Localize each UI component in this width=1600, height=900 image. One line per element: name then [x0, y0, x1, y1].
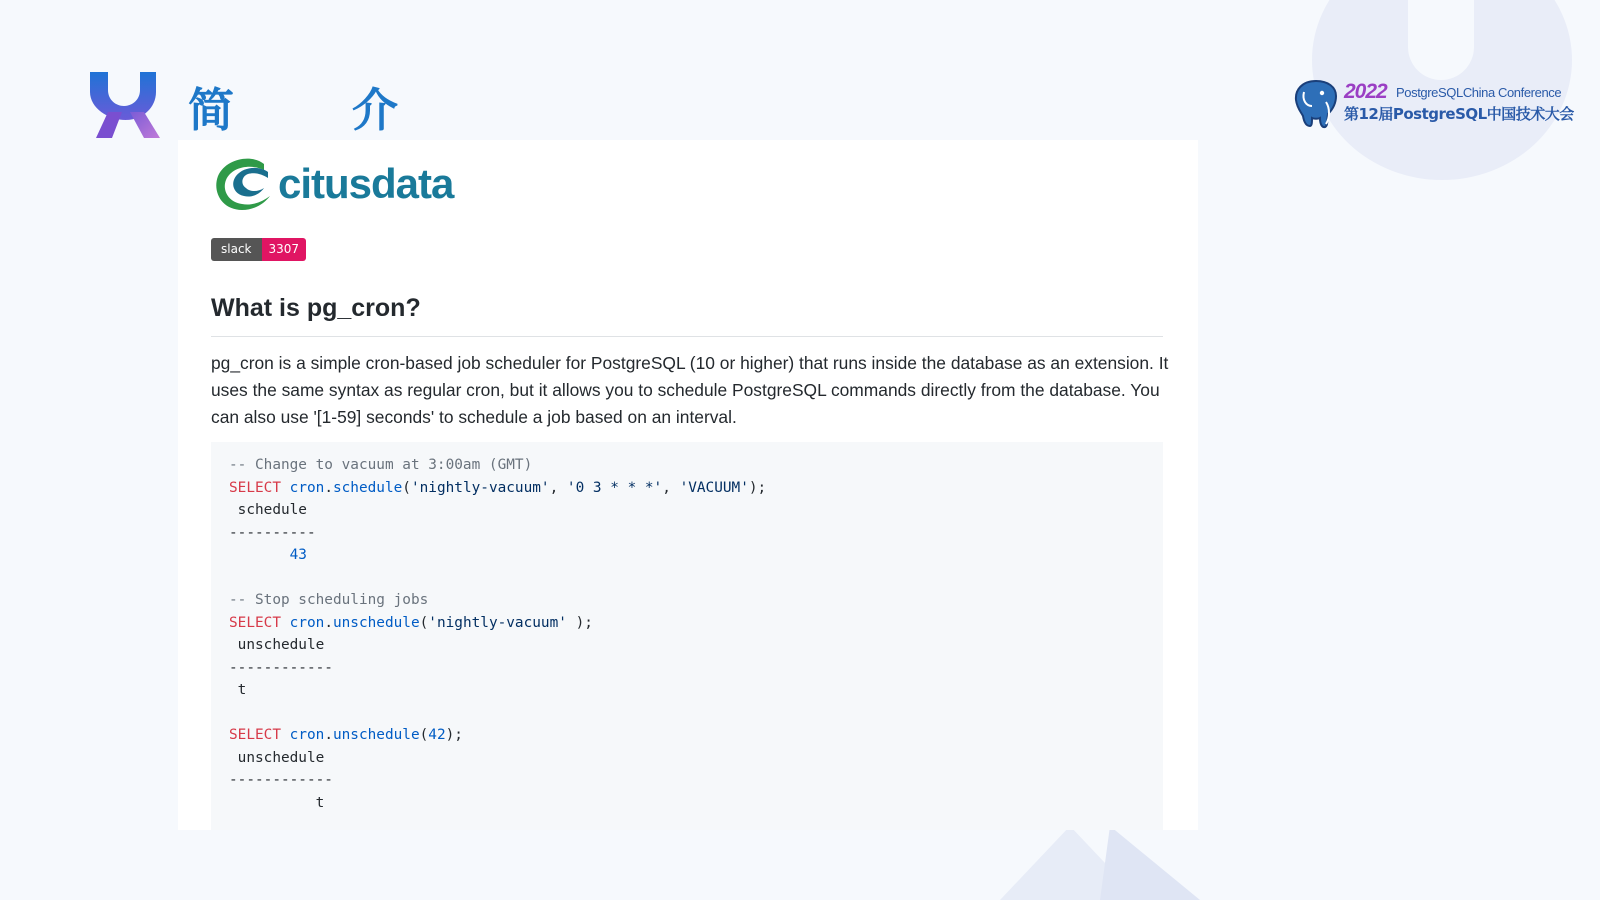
- badge-label: slack: [211, 238, 262, 261]
- code-result-header: unschedule: [229, 637, 325, 653]
- conference-subtitle: 第12届PostgreSQL中国技术大会: [1344, 105, 1574, 123]
- section-heading: What is pg_cron?: [211, 294, 421, 322]
- code-function: unschedule: [332, 614, 420, 631]
- conference-year: 2022: [1344, 80, 1387, 103]
- code-function: unschedule: [332, 727, 420, 743]
- code-keyword: SELECT: [229, 614, 281, 631]
- code-string: 'VACUUM': [679, 479, 749, 496]
- decor-triangle: [960, 826, 1200, 900]
- slack-badge[interactable]: [211, 238, 306, 261]
- code-namespace: cron: [289, 614, 325, 631]
- decor-circle-cutout: [1408, 0, 1474, 80]
- page-title-char-2: 介: [352, 83, 398, 137]
- conference-logo: [1292, 78, 1574, 134]
- code-comment: -- Stop scheduling jobs: [229, 592, 429, 608]
- elephant-icon: [1292, 78, 1340, 130]
- code-result-value: 43: [229, 547, 307, 563]
- code-namespace: cron: [289, 727, 325, 743]
- x-logo-icon: [90, 72, 162, 138]
- heading-divider: [211, 336, 1163, 337]
- code-string: 'nightly-vacuum': [410, 479, 550, 496]
- code-result-header: unschedule: [229, 749, 325, 766]
- conference-name: PostgreSQLChina Conference: [1396, 85, 1562, 100]
- code-keyword: SELECT: [229, 479, 281, 496]
- code-result-value: t: [229, 794, 325, 811]
- page-title: [188, 74, 398, 137]
- badge-count: 3307: [262, 238, 307, 261]
- code-keyword: SELECT: [229, 727, 281, 743]
- code-result-value: t: [229, 682, 247, 698]
- page-title-char-1: 简: [188, 83, 234, 137]
- code-function: schedule: [332, 479, 403, 496]
- code-string: 'nightly-vacuum': [428, 614, 567, 631]
- code-string: '0 3 * * *': [566, 479, 663, 496]
- code-namespace: cron: [289, 479, 325, 496]
- content-card: [178, 140, 1198, 830]
- code-divider: ----------: [229, 524, 316, 541]
- citusdata-logo: [212, 154, 462, 216]
- code-number: 42: [428, 727, 446, 743]
- citus-swoosh-icon: [212, 154, 278, 216]
- code-result-header: schedule: [229, 502, 307, 518]
- description-paragraph: pg_cron is a simple cron-based job scheduler for PostgreSQL (10 or higher) that runs inside the database as an extension. It uses the same syntax as regular cron, but it allows you to schedule PostgreSQL commands directly from the database. You can also use '[1-59] seconds' to schedule a job based on an interval.: [211, 353, 1169, 427]
- code-divider: ------------: [229, 772, 333, 788]
- code-comment: -- Change to vacuum at 3:00am (GMT): [229, 457, 533, 473]
- code-divider: ------------: [229, 659, 333, 676]
- code-block: -- Change to vacuum at 3:00am (GMT) SELECT cron.schedule('nightly-vacuum', '0 3 * * *', 'VACUUM'); schedule ---------- 43 -- Stop scheduling jobs SELECT cron.unschedule('nightly-vacuum' ); unschedule ------------ t SELECT cron.unschedule(42); unschedule ------------ t: [211, 442, 1163, 830]
- citusdata-wordmark: citusdata: [278, 160, 454, 207]
